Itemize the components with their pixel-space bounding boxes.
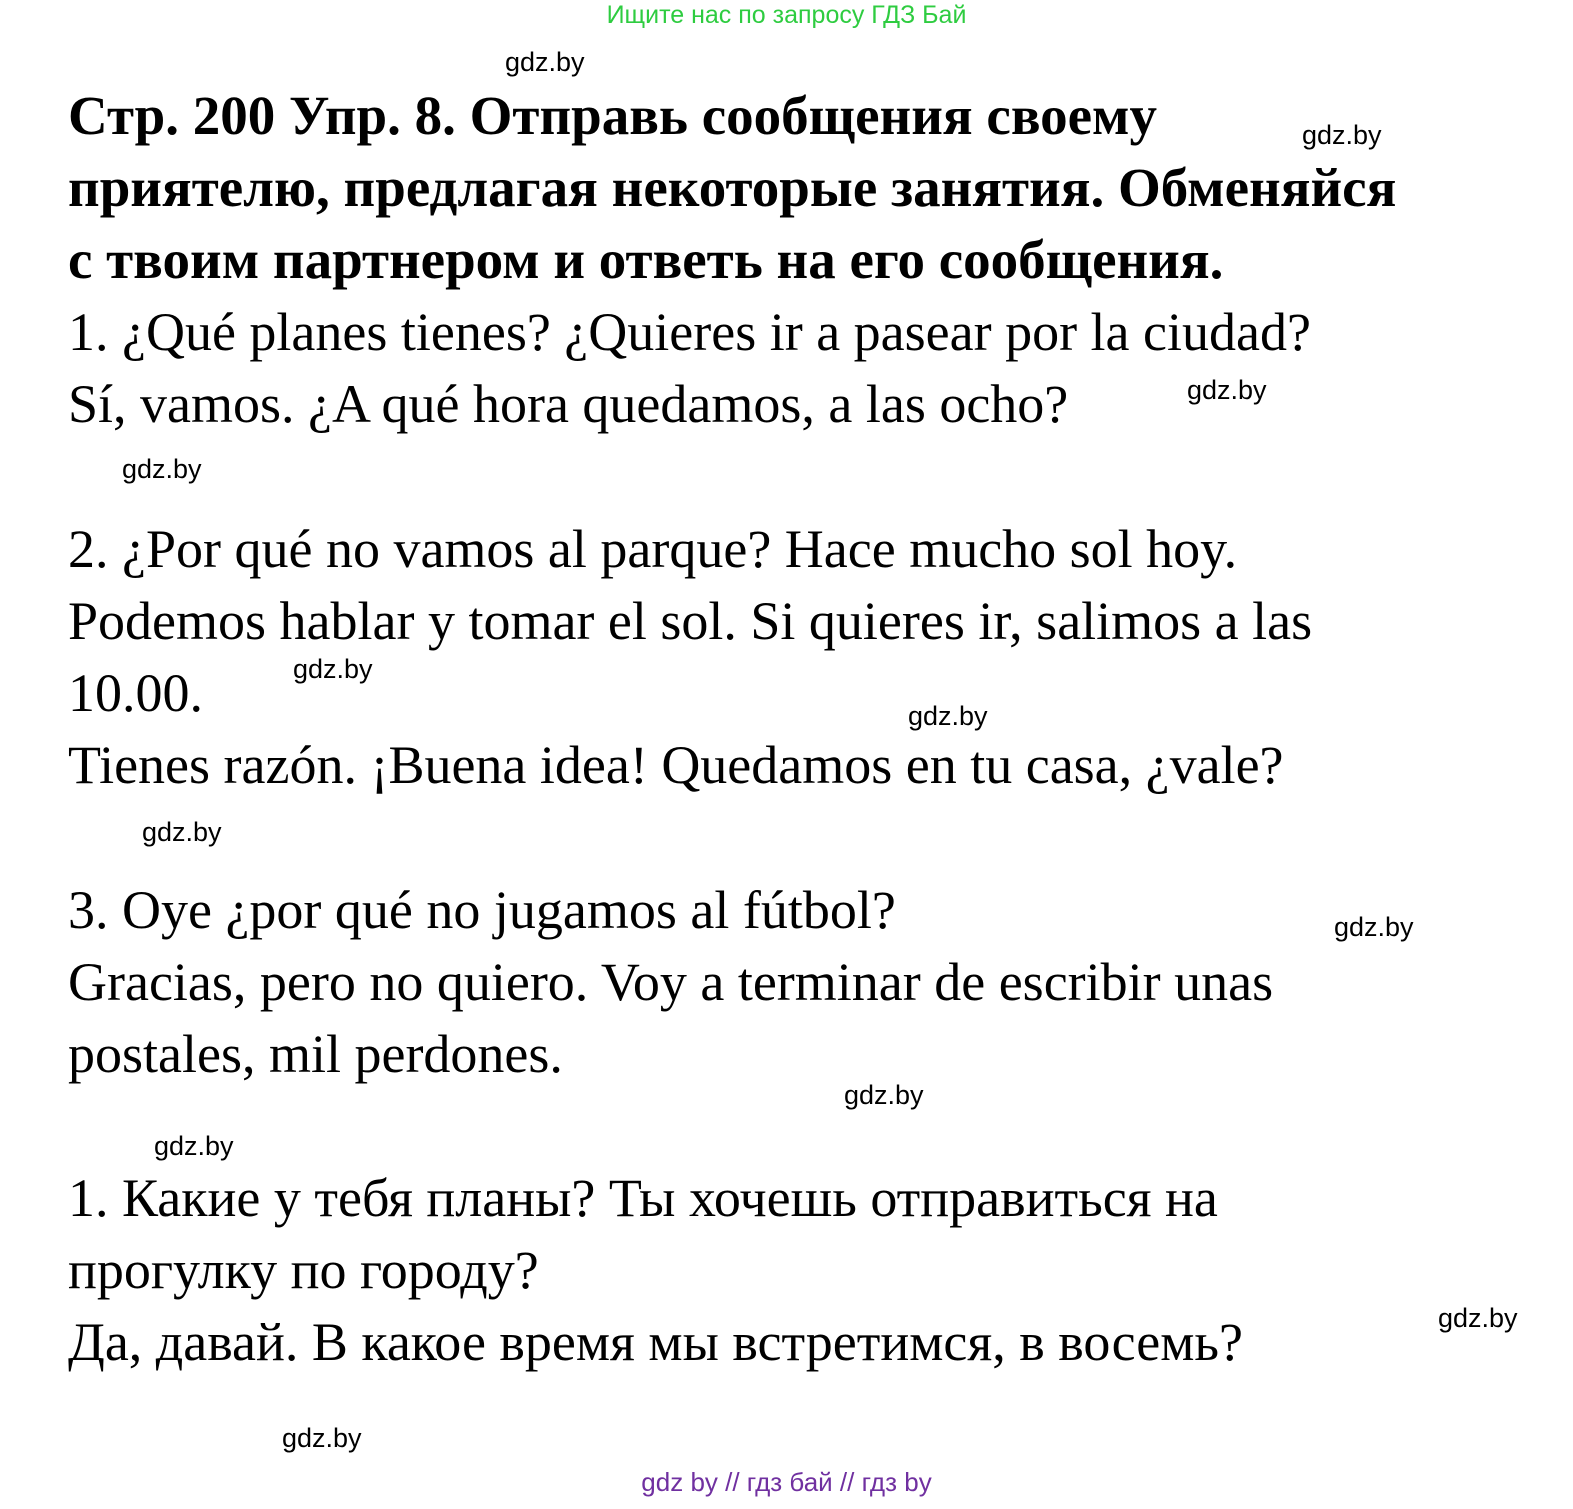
translation-1-answer: Да, давай. В какое время мы встретимся, в восемь? bbox=[68, 1312, 1244, 1372]
watermark: gdz.by bbox=[122, 454, 202, 484]
translation-1-question: 1. Какие у тебя планы? Ты хочешь отправиться на bbox=[68, 1168, 1218, 1228]
watermark: gdz.by bbox=[844, 1080, 924, 1110]
dialogue-3-answer-cont: postales, mil perdones. bbox=[68, 1024, 563, 1084]
watermark: gdz.by bbox=[908, 701, 988, 731]
dialogue-2-question: 2. ¿Por qué no vamos al parque? Hace mucho sol hoy. bbox=[68, 519, 1238, 579]
watermark: gdz.by bbox=[1334, 912, 1414, 942]
dialogue-1-question: 1. ¿Qué planes tienes? ¿Quieres ir a pasear por la ciudad? bbox=[68, 302, 1311, 362]
dialogue-2-question-cont: 10.00. bbox=[68, 663, 203, 723]
translation-1-question-cont: прогулку по городу? bbox=[68, 1240, 539, 1300]
watermark: gdz.by bbox=[154, 1131, 234, 1161]
watermark: gdz.by bbox=[142, 817, 222, 847]
watermark: gdz.by bbox=[293, 654, 373, 684]
exercise-title bbox=[68, 80, 1538, 296]
dialogue-2-question-cont: Podemos hablar y tomar el sol. Si quieres ir, salimos a las bbox=[68, 591, 1313, 651]
dialogue-3-answer: Gracias, pero no quiero. Voy a terminar de escribir unas bbox=[68, 952, 1274, 1012]
footer-watermark: gdz by // гдз бай // гдз by bbox=[641, 1467, 932, 1497]
title-line: с твоим партнером и ответь на его сообщения. bbox=[68, 229, 1224, 290]
search-hint-banner: Ищите нас по запросу ГДЗ Бай bbox=[606, 1, 967, 29]
dialogue-1-answer: Sí, vamos. ¿A qué hora quedamos, a las ocho? bbox=[68, 374, 1069, 434]
dialogue-2-answer: Tienes razón. ¡Buena idea! Quedamos en tu casa, ¿vale? bbox=[68, 735, 1284, 795]
watermark: gdz.by bbox=[1187, 375, 1267, 405]
title-line: приятелю, предлагая некоторые занятия. Обменяйся bbox=[68, 157, 1397, 218]
watermark: gdz.by bbox=[1438, 1303, 1518, 1333]
dialogue-3-question: 3. Oye ¿por qué no jugamos al fútbol? bbox=[68, 880, 896, 940]
watermark: gdz.by bbox=[505, 47, 585, 77]
title-line: Стр. 200 Упр. 8. Отправь сообщения своему bbox=[68, 85, 1158, 146]
watermark: gdz.by bbox=[1302, 120, 1382, 150]
watermark: gdz.by bbox=[282, 1423, 362, 1453]
